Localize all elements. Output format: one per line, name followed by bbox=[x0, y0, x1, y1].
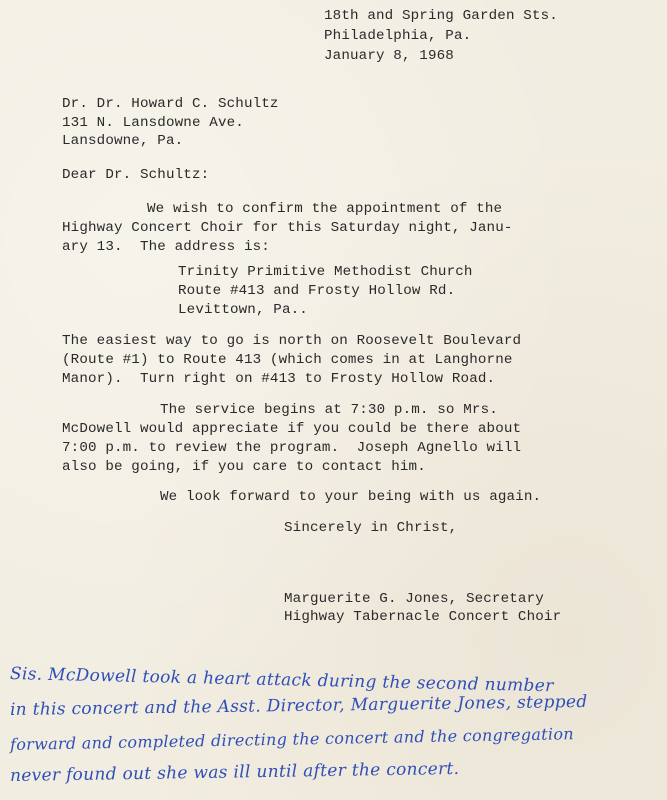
handwritten-note-line1: Sis. McDowell took a heart attack during the second number bbox=[9, 664, 554, 697]
letter-date: January 8, 1968 bbox=[324, 48, 454, 64]
recipient-city: Lansdowne, Pa. bbox=[62, 133, 184, 149]
recipient-name: Dr. Dr. Howard C. Schultz bbox=[62, 96, 279, 112]
paragraph2-line1: The easiest way to go is north on Roosevelt Boulevard bbox=[62, 333, 522, 349]
paragraph4: We look forward to your being with us again. bbox=[160, 489, 542, 505]
paragraph1-line2: Highway Concert Choir for this Saturday night, Janu- bbox=[62, 220, 513, 236]
handwritten-note-line2: in this concert and the Asst. Director, Marguerite Jones, stepped bbox=[9, 691, 588, 720]
handwritten-note-line3: forward and completed directing the concert and the congregation bbox=[9, 724, 575, 754]
signature-name: Marguerite G. Jones, Secretary bbox=[284, 591, 544, 607]
closing: Sincerely in Christ, bbox=[284, 520, 458, 536]
paragraph3-line2: McDowell would appreciate if you could be there about bbox=[62, 421, 522, 437]
venue-road: Route #413 and Frosty Hollow Rd. bbox=[178, 283, 456, 299]
paragraph2-line3: Manor). Turn right on #413 to Frosty Hollow Road. bbox=[62, 371, 496, 387]
paragraph2-line2: (Route #1) to Route 413 (which comes in at Langhorne bbox=[62, 352, 513, 368]
sender-street: 18th and Spring Garden Sts. bbox=[324, 8, 558, 24]
sender-city: Philadelphia, Pa. bbox=[324, 28, 472, 44]
recipient-street: 131 N. Lansdowne Ave. bbox=[62, 115, 244, 131]
handwritten-note-line4: never found out she was ill until after the concert. bbox=[9, 758, 460, 786]
paragraph1-line3: ary 13. The address is: bbox=[62, 239, 270, 255]
paragraph3-line3: 7:00 p.m. to review the program. Joseph Agnello will bbox=[62, 440, 522, 456]
venue-city: Levittown, Pa.. bbox=[178, 302, 308, 318]
salutation: Dear Dr. Schultz: bbox=[62, 167, 210, 183]
signature-org: Highway Tabernacle Concert Choir bbox=[284, 609, 562, 625]
paragraph1-line1: We wish to confirm the appointment of the bbox=[147, 201, 503, 217]
paragraph3-line4: also be going, if you care to contact him. bbox=[62, 459, 426, 475]
paragraph3-line1: The service begins at 7:30 p.m. so Mrs. bbox=[160, 402, 498, 418]
venue-name: Trinity Primitive Methodist Church bbox=[178, 264, 473, 280]
